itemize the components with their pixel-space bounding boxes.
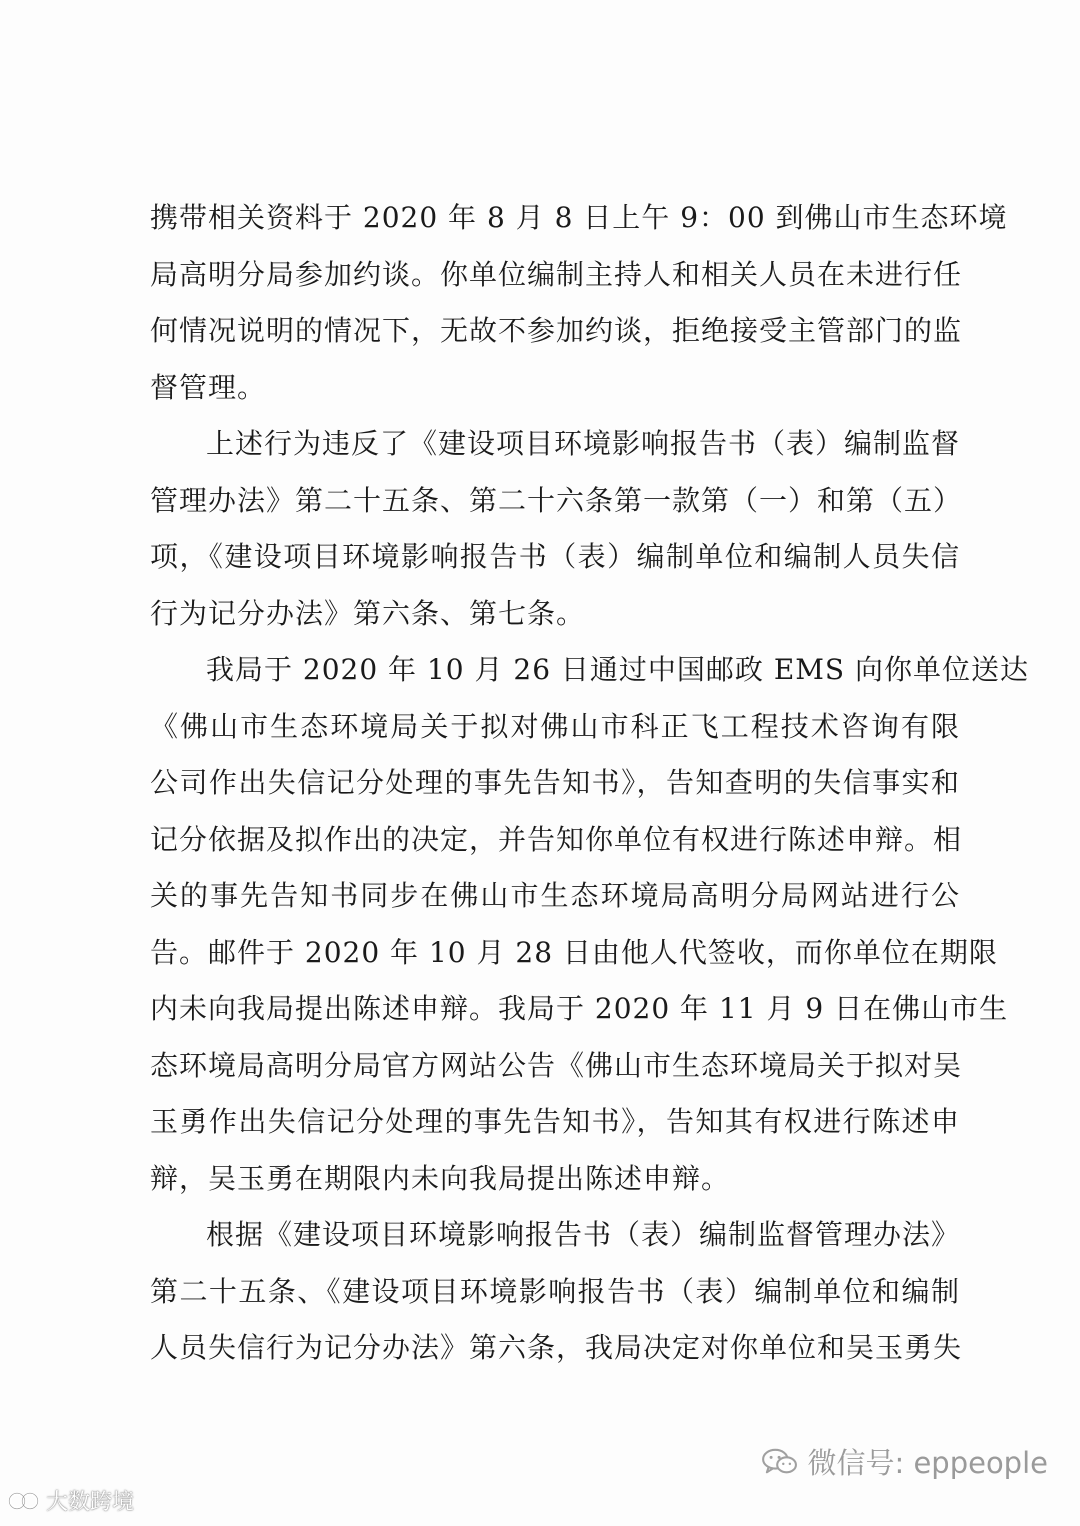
brand-logo-icon <box>8 1489 42 1513</box>
text-line: 《佛山市生态环境局关于拟对佛山市科正飞工程技术咨询有限 <box>150 709 960 743</box>
wechat-icon <box>761 1447 799 1477</box>
text-line: 管理办法》第二十五条、第二十六条第一款第（一）和第（五） <box>150 483 963 517</box>
text-line: 关的事先告知书同步在佛山市生态环境局高明分局网站进行公 <box>150 879 960 912</box>
text-line: 局高明分局参加约谈。你单位编制主持人和相关人员在未进行任 <box>150 257 963 291</box>
brand-name-text: 大数跨境 <box>46 1490 135 1515</box>
document-body <box>150 190 1030 1377</box>
text-line: 公司作出失信记分处理的事先告知书》，告知查明的失信事实和 <box>150 766 960 799</box>
text-line: 玉勇作出失信记分处理的事先告知书》，告知其有权进行陈述申 <box>150 1105 960 1138</box>
text-line: 告。邮件于 2020 年 10 月 28 日由他人代签收，而你单位在期限 <box>150 935 998 969</box>
text-line: 携带相关资料于 2020 年 8 月 8 日上午 9：00 到佛山市生态环境 <box>150 201 1008 234</box>
text-line: 记分依据及拟作出的决定，并告知你单位有权进行陈述申辩。相 <box>150 822 963 856</box>
text-line: 第二十五条、《建设项目环境影响报告书（表）编制单位和编制 <box>150 1274 960 1308</box>
text-line: 何情况说明的情况下，无故不参加约谈，拒绝接受主管部门的监 <box>150 314 963 347</box>
text-line: 我局于 2020 年 10 月 26 日通过中国邮政 EMS 向你单位送达 <box>206 653 1030 686</box>
text-line: 内未向我局提出陈述申辩。我局于 2020 年 11 月 9 日在佛山市生 <box>150 992 1009 1025</box>
wechat-id-text: 微信号: eppeople <box>807 1446 1048 1480</box>
text-line: 项，《建设项目环境影响报告书（表）编制单位和编制人员失信 <box>150 540 960 573</box>
text-line: 态环境局高明分局官方网站公告《佛山市生态环境局关于拟对吴 <box>150 1048 963 1082</box>
text-line: 督管理。 <box>150 370 267 404</box>
text-line: 辩，吴玉勇在期限内未向我局提出陈述申辩。 <box>150 1161 731 1195</box>
brand-watermark <box>8 1485 134 1516</box>
text-line: 根据《建设项目环境影响报告书（表）编制监督管理办法》 <box>206 1218 961 1251</box>
wechat-watermark <box>761 1441 1048 1482</box>
text-line: 行为记分办法》第六条、第七条。 <box>150 596 586 630</box>
text-line: 人员失信行为记分办法》第六条，我局决定对你单位和吴玉勇失 <box>150 1331 963 1364</box>
text-line: 上述行为违反了《建设项目环境影响报告书（表）编制监督 <box>206 427 961 460</box>
